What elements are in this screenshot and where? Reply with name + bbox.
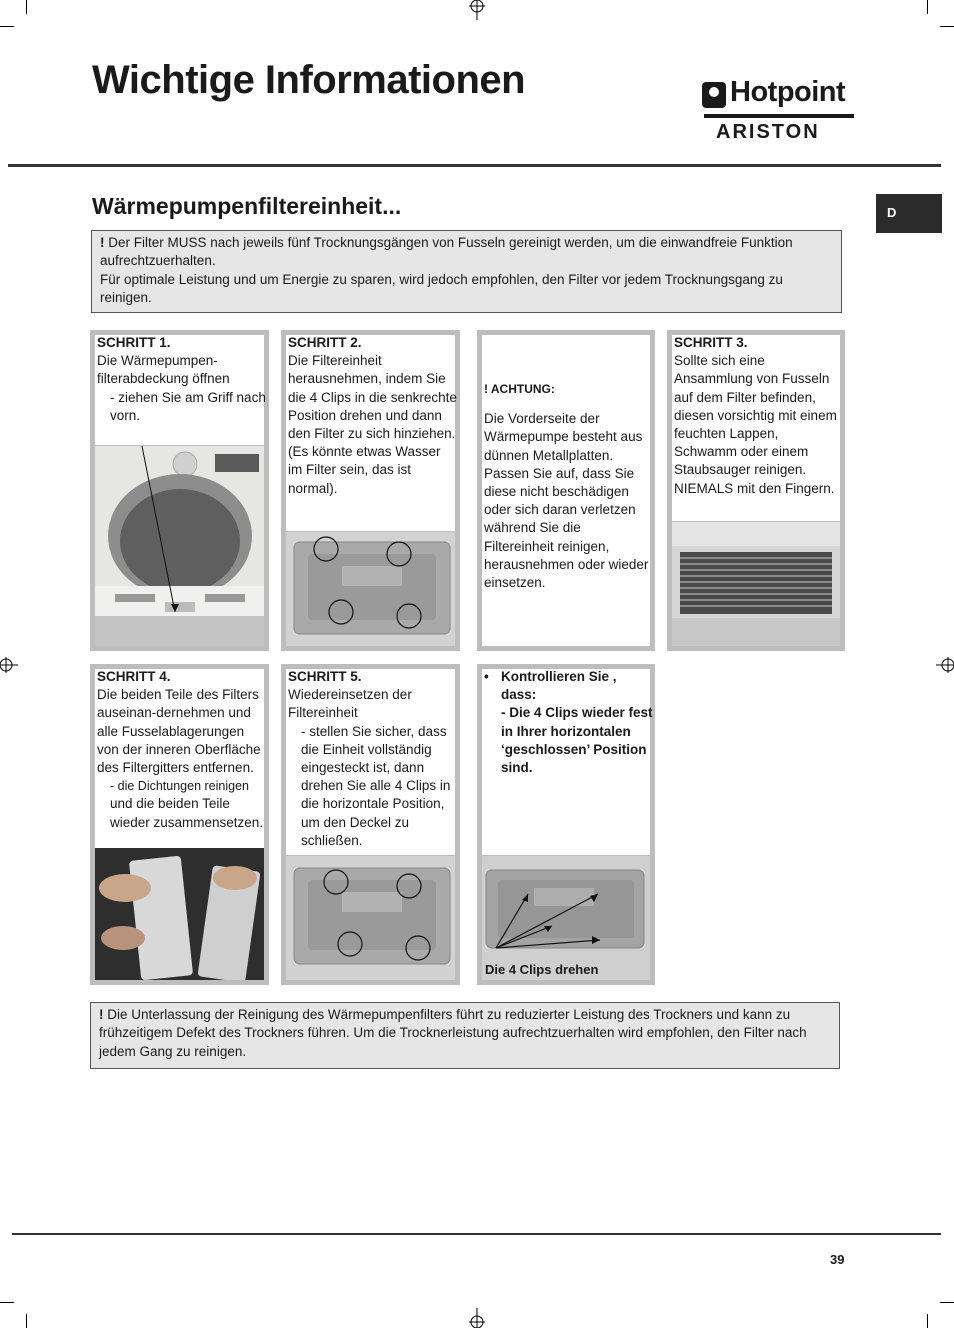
step-5-panel bbox=[281, 664, 460, 985]
step-subtext: - stellen Sie sicher, dass die Einheit vollständig eingesteckt ist, dann drehen Sie alle 4 Clips in die horizontale Position, um den Deckel zu schließen. bbox=[301, 723, 451, 848]
photo-caption: Die 4 Clips drehen bbox=[485, 962, 599, 977]
brand-subname: ARISTON bbox=[716, 121, 820, 143]
crop-mark bbox=[940, 1302, 954, 1303]
hotpoint-logo-icon bbox=[702, 82, 726, 108]
step-subtext: und die beiden Teile wieder zusammensetzen. bbox=[110, 796, 264, 830]
note-line: Für optimale Leistung und um Energie zu sparen, wird jedoch empfohlen, den Filter vor jedem Trocknungsgang zu reinigen. bbox=[100, 271, 783, 305]
footer-rule bbox=[12, 1233, 941, 1235]
warning-panel bbox=[477, 330, 655, 651]
warning-text: Die Vorderseite der Wärmepumpe besteht aus dünnen Metallplatten. Passen Sie auf, dass Sie diese nicht beschädigen oder sich daran verletzen während Sie die Filtereinheit reinigen, herausnehmen oder wieder einsetzen. bbox=[484, 411, 649, 591]
top-note bbox=[91, 230, 842, 313]
crop-mark bbox=[940, 26, 954, 27]
crop-mark bbox=[0, 26, 14, 27]
step-2-panel bbox=[281, 330, 460, 651]
step-heading: SCHRITT 4. bbox=[97, 669, 171, 684]
registration-mark-icon bbox=[934, 655, 954, 675]
filter-parts-photo bbox=[95, 848, 264, 980]
filter-clips-photo bbox=[286, 532, 455, 646]
step-subtext: - die Dichtungen reinigen bbox=[110, 779, 249, 794]
dryer-door-photo bbox=[95, 446, 264, 646]
crop-mark bbox=[927, 1314, 928, 1328]
bullet: • bbox=[484, 669, 489, 684]
section-title: Wärmepumpenfiltereinheit... bbox=[92, 193, 402, 219]
header-rule bbox=[8, 164, 941, 167]
check-text: Kontrollieren Sie , dass: bbox=[501, 669, 617, 703]
heat-exchanger-photo bbox=[672, 522, 840, 646]
brand-logo bbox=[702, 78, 856, 144]
exclamation: ! bbox=[100, 235, 105, 250]
step-text: Die Filtereinheit herausnehmen, indem Sie die 4 Clips in die senkrechte Position drehen und dann den Filter zu sich hinziehen. (Es könnte etwas Wasser im Filter sein, das ist normal). bbox=[288, 353, 457, 496]
brand-name: Hotpoint bbox=[730, 76, 846, 108]
registration-mark-icon bbox=[467, 0, 487, 20]
step-text: Sollte sich eine Ansammlung von Fusseln auf dem Filter befinden, diesen vorsichtig mit einem feuchten Lappen, Schwamm oder einem Staubsauger reinigen. NIEMALS mit den Fingern. bbox=[674, 353, 837, 496]
step-heading: SCHRITT 5. bbox=[288, 669, 362, 684]
step-4-panel bbox=[90, 664, 269, 985]
page-title: Wichtige Informationen bbox=[92, 58, 526, 102]
check-text: - Die 4 Clips wieder fest in Ihrer horizontalen ‘geschlossen’ Position sind. bbox=[501, 705, 653, 776]
filter-reinsert-photo bbox=[286, 856, 455, 980]
step-heading: SCHRITT 2. bbox=[288, 335, 362, 350]
language-tab: D bbox=[876, 194, 942, 233]
check-panel bbox=[477, 664, 655, 985]
bottom-note bbox=[90, 1002, 840, 1069]
step-text: Wiedereinsetzen der Filtereinheit bbox=[288, 687, 412, 721]
step-heading: SCHRITT 3. bbox=[674, 335, 748, 350]
step-1-panel bbox=[90, 330, 269, 651]
step-3-panel bbox=[667, 330, 845, 651]
brand-rule bbox=[704, 114, 854, 118]
step-text: Die Wärmepumpen-filterabdeckung öffnen bbox=[97, 353, 230, 387]
page-number: 39 bbox=[830, 1252, 845, 1267]
step-subtext: - ziehen Sie am Griff nach vorn. bbox=[110, 389, 266, 423]
registration-mark-icon bbox=[467, 1308, 487, 1328]
crop-mark bbox=[0, 1302, 14, 1303]
crop-mark bbox=[26, 1314, 27, 1328]
crop-mark bbox=[26, 0, 27, 14]
crop-mark bbox=[927, 0, 928, 14]
step-text: Die beiden Teile des Filters auseinan-dernehmen und alle Fusselablagerungen von der inneren Oberfläche des Filtergitters entfernen. bbox=[97, 687, 261, 776]
warning-heading: ! ACHTUNG: bbox=[484, 382, 555, 396]
step-heading: SCHRITT 1. bbox=[97, 335, 171, 350]
exclamation: ! bbox=[99, 1007, 104, 1022]
note-text: Die Unterlassung der Reinigung des Wärmepumpenfilters führt zu reduzierter Leistung des Trockners und kann zu frühzeitigem Defekt des Trockners führen. Um die Trocknerleistung aufrechtzuerhalten wird empfohlen, den Filter nach jedem Gang zu reinigen. bbox=[99, 1007, 807, 1059]
registration-mark-icon bbox=[0, 655, 20, 675]
note-line: Der Filter MUSS nach jeweils fünf Trocknungsgängen von Fusseln gereinigt werden, um die einwandfreie Funktion aufrechtzuerhalten. bbox=[100, 235, 793, 269]
